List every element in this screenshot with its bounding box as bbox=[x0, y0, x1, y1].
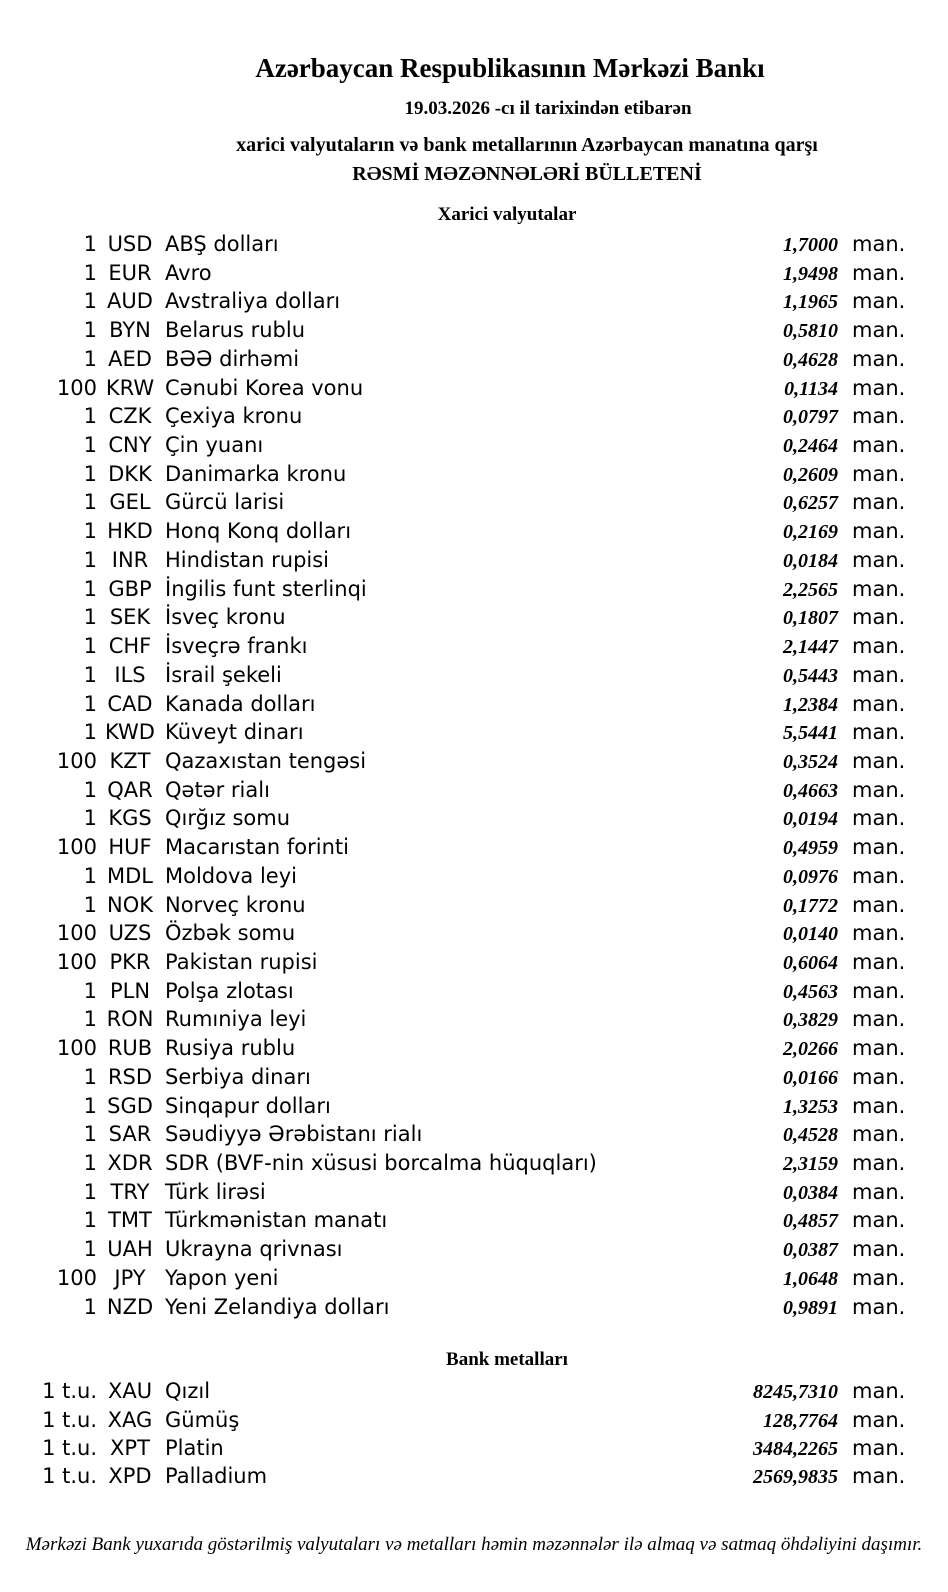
rate-row bbox=[0, 230, 948, 259]
currency-name: Qırğız somu bbox=[165, 806, 291, 831]
rate-row bbox=[0, 1092, 948, 1121]
unit-label: man. bbox=[852, 1208, 906, 1233]
unit-label: man. bbox=[852, 289, 906, 314]
rate-value: 0,2609 bbox=[783, 463, 838, 486]
rate-value: 0,1134 bbox=[784, 377, 838, 400]
quantity: 1 bbox=[83, 777, 97, 802]
currency-code: PLN bbox=[109, 978, 151, 1003]
rate-value: 0,4857 bbox=[783, 1210, 838, 1233]
rate-value: 0,0166 bbox=[783, 1066, 838, 1089]
unit-label: man. bbox=[852, 691, 906, 716]
rate-row bbox=[0, 776, 948, 805]
currency-code: SGD bbox=[107, 1093, 153, 1118]
rate-value: 2,2565 bbox=[783, 578, 838, 601]
currency-name: Türkmənistan manatı bbox=[165, 1208, 388, 1233]
rate-row bbox=[0, 804, 948, 833]
rate-row bbox=[0, 1462, 948, 1490]
unit-label: man. bbox=[852, 1064, 906, 1089]
quantity: 1 bbox=[83, 806, 97, 831]
quantity: 1 bbox=[83, 461, 97, 486]
currency-name: Serbiya dinarı bbox=[165, 1064, 311, 1089]
unit-label: man. bbox=[852, 1122, 906, 1147]
quantity: 1 bbox=[83, 289, 97, 314]
page-title: Azərbaycan Respublikasının Mərkəzi Bankı bbox=[255, 53, 765, 83]
unit-label: man. bbox=[852, 863, 906, 888]
rate-row bbox=[0, 1149, 948, 1178]
rate-row bbox=[0, 345, 948, 374]
currency-name: Rusiya rublu bbox=[165, 1036, 296, 1061]
currency-name: Səudiyyə Ərəbistanı rialı bbox=[165, 1122, 423, 1147]
rate-value: 0,6257 bbox=[783, 492, 838, 515]
rate-row bbox=[0, 632, 948, 661]
rate-row bbox=[0, 1293, 948, 1322]
rate-row bbox=[0, 977, 948, 1006]
rate-row bbox=[0, 517, 948, 546]
quantity: 1 bbox=[83, 490, 97, 515]
rate-row bbox=[0, 402, 948, 431]
unit-label: man. bbox=[852, 605, 906, 630]
rate-row bbox=[0, 1406, 948, 1434]
currency-code: GBP bbox=[108, 576, 152, 601]
rate-row bbox=[0, 1178, 948, 1207]
currency-name: Gürcü larisi bbox=[165, 490, 285, 515]
currency-name: BƏƏ dirhəmi bbox=[165, 346, 300, 371]
unit-label: man. bbox=[852, 1435, 906, 1460]
currency-name: Ukrayna qrivnası bbox=[165, 1237, 343, 1262]
currency-code: RON bbox=[106, 1007, 154, 1032]
currency-code: KZT bbox=[109, 748, 151, 773]
unit-label: man. bbox=[852, 1294, 906, 1319]
quantity: 1 bbox=[83, 662, 97, 687]
quantity: 1 bbox=[83, 978, 97, 1003]
currency-name: İngilis funt sterlinqi bbox=[165, 576, 367, 601]
rate-value: 0,4563 bbox=[783, 980, 838, 1003]
quantity: 1 bbox=[83, 404, 97, 429]
rate-row bbox=[0, 1264, 948, 1293]
rate-row bbox=[0, 948, 948, 977]
rate-value: 5,5441 bbox=[783, 722, 838, 745]
quantity: 1 bbox=[83, 1093, 97, 1118]
currency-name: Macarıstan forinti bbox=[165, 835, 349, 860]
currency-code: RSD bbox=[107, 1064, 153, 1089]
currency-code: HUF bbox=[108, 835, 152, 860]
unit-label: man. bbox=[852, 519, 906, 544]
effective-date-line: 19.03.2026 -cı il tarixindən etibarən bbox=[404, 98, 692, 119]
currency-name: Gümüş bbox=[165, 1407, 240, 1432]
currency-name: Sinqapur dolları bbox=[165, 1093, 331, 1118]
currency-name: Platin bbox=[165, 1435, 224, 1460]
currency-name: Moldova leyi bbox=[165, 863, 297, 888]
unit-label: man. bbox=[852, 921, 906, 946]
rate-row bbox=[0, 259, 948, 288]
rate-row bbox=[0, 460, 948, 489]
obligation-note: Mərkəzi Bank yuxarıda göstərilmiş valyutaları və metalları həmin məzənnələr ilə almaq və satmaq öhdəliyini daşımır. bbox=[25, 1534, 923, 1556]
currency-code: MDL bbox=[107, 863, 153, 888]
currency-code: XAU bbox=[107, 1379, 153, 1404]
rate-value: 2,0266 bbox=[783, 1038, 838, 1061]
currency-name: Hindistan rupisi bbox=[165, 547, 330, 572]
currency-code: UAH bbox=[107, 1237, 153, 1262]
rate-row bbox=[0, 1034, 948, 1063]
currency-name: ABŞ dolları bbox=[165, 232, 279, 256]
currency-code: CZK bbox=[108, 404, 152, 429]
currency-code: KGS bbox=[108, 806, 152, 831]
currency-name: Honq Konq dolları bbox=[165, 519, 352, 544]
rate-row bbox=[0, 718, 948, 747]
currency-name: Yeni Zelandiya dolları bbox=[165, 1294, 390, 1319]
quantity: 1 bbox=[83, 1151, 97, 1175]
rate-value: 1,2384 bbox=[783, 693, 838, 716]
currency-code: NOK bbox=[106, 892, 153, 917]
rate-row bbox=[0, 374, 948, 403]
unit-label: man. bbox=[852, 835, 906, 860]
currency-name: Kanada dolları bbox=[165, 691, 316, 716]
rate-row bbox=[0, 919, 948, 948]
rate-row bbox=[0, 287, 948, 316]
rate-value: 0,3524 bbox=[783, 750, 838, 773]
currency-name: İsrail şekeli bbox=[165, 662, 282, 687]
currency-code: XPD bbox=[108, 1463, 152, 1488]
currency-code: INR bbox=[111, 547, 149, 572]
currency-name: Norveç kronu bbox=[165, 892, 306, 917]
quantity: 1 bbox=[83, 232, 97, 256]
currency-code: XPT bbox=[110, 1435, 150, 1460]
rate-value: 0,3829 bbox=[783, 1009, 838, 1032]
quantity: 1 t.u. bbox=[42, 1407, 97, 1432]
quantity: 1 bbox=[83, 863, 97, 888]
rate-value: 0,5810 bbox=[783, 320, 838, 343]
currency-code: XAG bbox=[107, 1407, 153, 1432]
currency-name: Küveyt dinarı bbox=[165, 720, 304, 745]
quantity: 100 bbox=[56, 949, 97, 974]
unit-label: man. bbox=[852, 490, 906, 515]
unit-label: man. bbox=[852, 1151, 906, 1175]
unit-label: man. bbox=[852, 318, 906, 343]
currency-name: Çexiya kronu bbox=[165, 404, 303, 429]
currency-name: Palladium bbox=[165, 1463, 268, 1488]
rate-value: 0,9891 bbox=[783, 1296, 838, 1319]
quantity: 1 t.u. bbox=[42, 1379, 97, 1404]
currency-name: Cənubi Korea vonu bbox=[165, 375, 364, 400]
rate-value: 128,7764 bbox=[763, 1409, 838, 1432]
rate-value: 2,3159 bbox=[783, 1153, 838, 1175]
currency-name: Özbək somu bbox=[165, 921, 296, 946]
rate-row bbox=[0, 546, 948, 575]
quantity: 1 bbox=[83, 260, 97, 285]
rate-value: 0,0384 bbox=[783, 1181, 838, 1204]
quantity: 100 bbox=[56, 835, 97, 860]
unit-label: man. bbox=[852, 1237, 906, 1262]
currency-code: UZS bbox=[108, 921, 152, 946]
unit-label: man. bbox=[852, 1179, 906, 1204]
unit-label: man. bbox=[852, 978, 906, 1003]
rate-value: 0,1807 bbox=[783, 607, 838, 630]
currency-name: Polşa zlotası bbox=[165, 978, 294, 1003]
rate-row bbox=[0, 1377, 948, 1405]
currency-code: SEK bbox=[109, 605, 151, 630]
rate-row bbox=[0, 747, 948, 776]
rate-value: 0,0797 bbox=[783, 406, 838, 429]
quantity: 100 bbox=[56, 1036, 97, 1061]
quantity: 100 bbox=[56, 1265, 97, 1290]
currency-name: Qazaxıstan tengəsi bbox=[165, 748, 367, 773]
currency-code: USD bbox=[107, 232, 153, 256]
currency-name: İsveçrə frankı bbox=[165, 634, 308, 659]
currency-code: QAR bbox=[107, 777, 153, 802]
currency-code: SAR bbox=[108, 1122, 152, 1147]
unit-label: man. bbox=[852, 461, 906, 486]
currency-name: Danimarka kronu bbox=[165, 461, 347, 486]
unit-label: man. bbox=[852, 806, 906, 831]
rate-row bbox=[0, 891, 948, 920]
currency-table bbox=[0, 230, 948, 1321]
currencies-section-title: Xarici valyutalar bbox=[437, 204, 577, 225]
quantity: 1 bbox=[83, 1122, 97, 1147]
quantity: 1 bbox=[83, 576, 97, 601]
currency-code: KRW bbox=[105, 375, 155, 400]
rate-value: 1,9498 bbox=[783, 262, 838, 285]
currency-name: İsveç kronu bbox=[165, 605, 286, 630]
quantity: 1 bbox=[83, 519, 97, 544]
rate-row bbox=[0, 316, 948, 345]
currency-code: GEL bbox=[109, 490, 151, 515]
unit-label: man. bbox=[852, 1407, 906, 1432]
rate-value: 0,4959 bbox=[783, 837, 838, 860]
rate-value: 1,3253 bbox=[783, 1095, 838, 1118]
quantity: 1 bbox=[83, 1179, 97, 1204]
currency-code: XDR bbox=[107, 1151, 153, 1175]
currency-code: EUR bbox=[108, 260, 152, 285]
rate-row bbox=[0, 488, 948, 517]
currency-code: HKD bbox=[107, 519, 153, 544]
currency-name: Qızıl bbox=[165, 1379, 211, 1404]
rate-value: 0,0140 bbox=[783, 923, 838, 946]
bulletin-title: RƏSMİ MƏZƏNNƏLƏRİ BÜLLETENİ bbox=[352, 163, 702, 185]
quantity: 100 bbox=[56, 748, 97, 773]
rate-value: 0,0387 bbox=[783, 1239, 838, 1262]
rate-row bbox=[0, 690, 948, 719]
rate-row bbox=[0, 1005, 948, 1034]
unit-label: man. bbox=[852, 346, 906, 371]
unit-label: man. bbox=[852, 1007, 906, 1032]
currency-name: Türk lirəsi bbox=[165, 1179, 266, 1204]
quantity: 1 bbox=[83, 547, 97, 572]
quantity: 1 bbox=[83, 691, 97, 716]
rate-value: 0,6064 bbox=[783, 951, 838, 974]
unit-label: man. bbox=[852, 1093, 906, 1118]
rate-value: 0,0194 bbox=[783, 808, 838, 831]
unit-label: man. bbox=[852, 1463, 906, 1488]
rate-row bbox=[0, 603, 948, 632]
currency-name: Çin yuanı bbox=[165, 433, 264, 458]
currency-name: Avro bbox=[165, 260, 212, 285]
quantity: 1 bbox=[83, 318, 97, 343]
quantity: 1 bbox=[83, 1064, 97, 1089]
rate-value: 0,0184 bbox=[783, 549, 838, 572]
rate-value: 2,1447 bbox=[783, 636, 838, 659]
currency-code: DKK bbox=[108, 461, 152, 486]
unit-label: man. bbox=[852, 547, 906, 572]
unit-label: man. bbox=[852, 433, 906, 458]
currency-code: JPY bbox=[114, 1265, 146, 1290]
unit-label: man. bbox=[852, 404, 906, 429]
currency-code: BYN bbox=[109, 318, 151, 343]
quantity: 1 t.u. bbox=[42, 1435, 97, 1460]
unit-label: man. bbox=[852, 576, 906, 601]
unit-label: man. bbox=[852, 634, 906, 659]
currency-name: Belarus rublu bbox=[165, 318, 306, 343]
rate-row bbox=[0, 1235, 948, 1264]
rate-value: 3484,2265 bbox=[753, 1437, 838, 1460]
rate-value: 0,4528 bbox=[783, 1124, 838, 1147]
rate-value: 0,1772 bbox=[783, 894, 838, 917]
rate-row bbox=[0, 862, 948, 891]
rate-value: 1,1965 bbox=[783, 291, 838, 314]
currency-code: CHF bbox=[108, 634, 152, 659]
bulletin-subtitle: xarici valyutaların və bank metallarının Azərbaycan manatına qarşı bbox=[236, 134, 818, 156]
rate-value: 2569,9835 bbox=[753, 1465, 838, 1488]
unit-label: man. bbox=[852, 1379, 906, 1404]
unit-label: man. bbox=[852, 777, 906, 802]
rate-row bbox=[0, 575, 948, 604]
quantity: 1 bbox=[83, 346, 97, 371]
currency-name: Yapon yeni bbox=[165, 1265, 279, 1290]
unit-label: man. bbox=[852, 720, 906, 745]
quantity: 100 bbox=[56, 375, 97, 400]
currency-code: CAD bbox=[107, 691, 153, 716]
rate-row bbox=[0, 833, 948, 862]
metals-table bbox=[0, 1377, 948, 1490]
quantity: 1 bbox=[83, 433, 97, 458]
unit-label: man. bbox=[852, 1265, 906, 1290]
currency-code: ILS bbox=[114, 662, 146, 687]
rate-value: 0,5443 bbox=[783, 664, 838, 687]
currency-code: CNY bbox=[108, 433, 152, 458]
rate-row bbox=[0, 1063, 948, 1092]
currency-code: RUB bbox=[107, 1036, 153, 1061]
unit-label: man. bbox=[852, 748, 906, 773]
currency-code: TRY bbox=[110, 1179, 150, 1204]
quantity: 1 bbox=[83, 1208, 97, 1233]
currency-code: PKR bbox=[109, 949, 151, 974]
currency-code: AUD bbox=[107, 289, 153, 314]
currency-code: TMT bbox=[108, 1208, 152, 1233]
currency-name: Rumıniya leyi bbox=[165, 1007, 307, 1032]
quantity: 1 bbox=[83, 605, 97, 630]
unit-label: man. bbox=[852, 375, 906, 400]
quantity: 1 bbox=[83, 720, 97, 745]
rate-row bbox=[0, 1206, 948, 1235]
unit-label: man. bbox=[852, 662, 906, 687]
currency-code: NZD bbox=[106, 1294, 154, 1319]
currency-code: KWD bbox=[105, 720, 155, 745]
rate-value: 0,2169 bbox=[783, 521, 838, 544]
currency-name: Pakistan rupisi bbox=[165, 949, 318, 974]
rate-value: 1,7000 bbox=[783, 234, 838, 256]
currency-name: SDR (BVF-nin xüsusi borcalma hüquqları) bbox=[165, 1151, 597, 1175]
quantity: 1 bbox=[83, 1237, 97, 1262]
unit-label: man. bbox=[852, 260, 906, 285]
document-header bbox=[0, 0, 948, 186]
metals-section-title: Bank metalları bbox=[446, 1349, 568, 1371]
quantity: 1 t.u. bbox=[42, 1463, 97, 1488]
rate-value: 0,0976 bbox=[783, 865, 838, 888]
currency-name: Avstraliya dolları bbox=[165, 289, 341, 314]
quantity: 100 bbox=[56, 921, 97, 946]
rate-row bbox=[0, 661, 948, 690]
rate-value: 0,4663 bbox=[783, 779, 838, 802]
currency-code: AED bbox=[108, 346, 152, 371]
rate-row bbox=[0, 1434, 948, 1462]
rate-row bbox=[0, 1120, 948, 1149]
currency-name: Qətər rialı bbox=[165, 777, 270, 802]
unit-label: man. bbox=[852, 892, 906, 917]
rate-value: 1,0648 bbox=[783, 1267, 838, 1290]
quantity: 1 bbox=[83, 634, 97, 659]
rate-value: 0,2464 bbox=[783, 435, 838, 458]
quantity: 1 bbox=[83, 892, 97, 917]
unit-label: man. bbox=[852, 1036, 906, 1061]
quantity: 1 bbox=[83, 1007, 97, 1032]
unit-label: man. bbox=[852, 232, 906, 256]
quantity: 1 bbox=[83, 1294, 97, 1319]
rate-value: 8245,7310 bbox=[753, 1381, 838, 1404]
unit-label: man. bbox=[852, 949, 906, 974]
rate-row bbox=[0, 431, 948, 460]
rate-value: 0,4628 bbox=[783, 348, 838, 371]
